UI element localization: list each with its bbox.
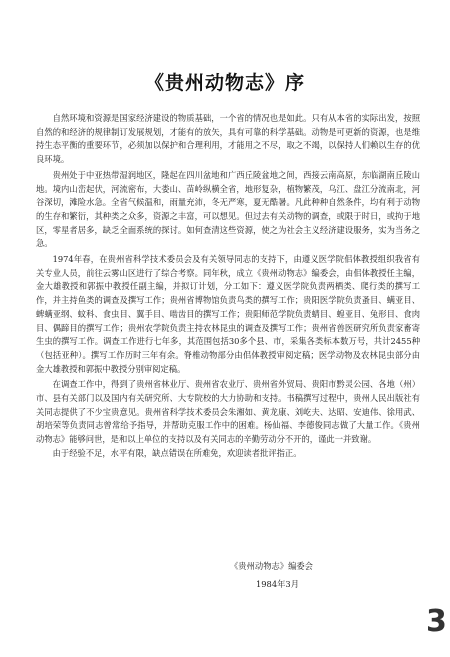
document-title: 《贵州动物志》序 (144, 72, 305, 94)
document-body (36, 112, 420, 461)
paragraph-5: 由于经验不足，水平有限，缺点错误在所难免，欢迎读者批评指正。 (52, 447, 302, 458)
paragraph-1: 自然环境和资源是国家经济建设的物质基础，一个省的情况也是如此。只有从本省的实际出发，按照自然的和经济的规律制订发展规划，才能有的放矢，具有可靠的科学基础。动物是可更新的资源，也是维持生态平衡的重要环节，必须加以保护和合理利用，才能用之不尽，取之不竭，以保持人们赖以生存的优良环境。 (36, 113, 420, 165)
paragraph-2: 贵州处于中亚热带湿润地区，隆起在四川盆地和广西丘陵盆地之间，西接云南高原，东临湖南丘陵山地。境内山峦起伏，河流密布，大娄山、苗岭纵横全省，地形复杂，植物繁茂，乌江、盘江分流南北，河谷深切，滩险水急。全省气候温和，雨量充沛，冬无严寒，夏无酷暑。凡此种种自然条件，均有利于动物的生存和繁衍，其种类之众多，资源之丰富，可以想见。但过去有关动物的调查，或限于时日，或拘于地区，零星者居多，缺乏全面系统的探讨。如何查清这些资源，使之为社会主义经济建设服务，实为当务之急。 (36, 169, 420, 249)
editorial-committee-signature: 《贵州动物志》编委会 (230, 561, 313, 571)
paragraph-4: 在调查工作中，得到了贵州省林业厅、贵州省农业厅、贵州省外贸局、贵阳市黔灵公园、各地（州）市、县有关部门以及国内有关研究所、大专院校的大力协助和支持。书稿撰写过程中，贵州人民出版社有关同志提供了不少宝贵意见。贵州省科学技术委员会朱湘如、黄龙康、刘屹夫、达昭、安迪伟、徐用武、胡培荣等负责同志曾常给予指导，并帮助克服工作中的困难。杨仙福、李德俊同志做了大量工作。《贵州动物志》能够问世，是和以上单位的支持以及有关同志的辛勤劳动分不开的，谨此一并致谢。 (36, 379, 420, 445)
handwritten-page-mark: 3 (426, 604, 447, 639)
preface-date: 1984年3月 (256, 579, 299, 589)
paragraph-3: 1974年春，在贵州省科学技术委员会及有关领导同志的支持下，由遵义医学院佀体教授组织我省有关专业人员，前往云雾山区进行了综合考察。同年秋，成立《贵州动物志》编委会，由佀体教授任主编，金大雄教授和郭振中教授任副主编，并拟订计划，分工如下：遵义医学院负责两栖类、爬行类的撰写工作，并主持鱼类的调查及撰写工作；贵州省博物馆负责鸟类的撰写工作；贵阳医学院负责蚤目、螨亚目、蜱螨亚纲、蚊科、食虫目、翼手目、啮齿目的撰写工作；贵阳师范学院负责蜻目、蝗亚目、兔形目、食肉目、偶蹄目的撰写工作；贵州农学院负责主持农林昆虫的调查及撰写工作；贵州省兽医研究所负责家畜寄生虫的撰写工作。调查工作进行七年多，其范围包括30多个县、市，采集各类标本数万号，共计2455种（包括亚种）。撰写工作历时三年有余。脊椎动物部分由佀体教授审阅定稿；医学动物及农林昆虫部分由金大雄教授和郭振中教授分别审阅定稿。 (36, 254, 420, 374)
